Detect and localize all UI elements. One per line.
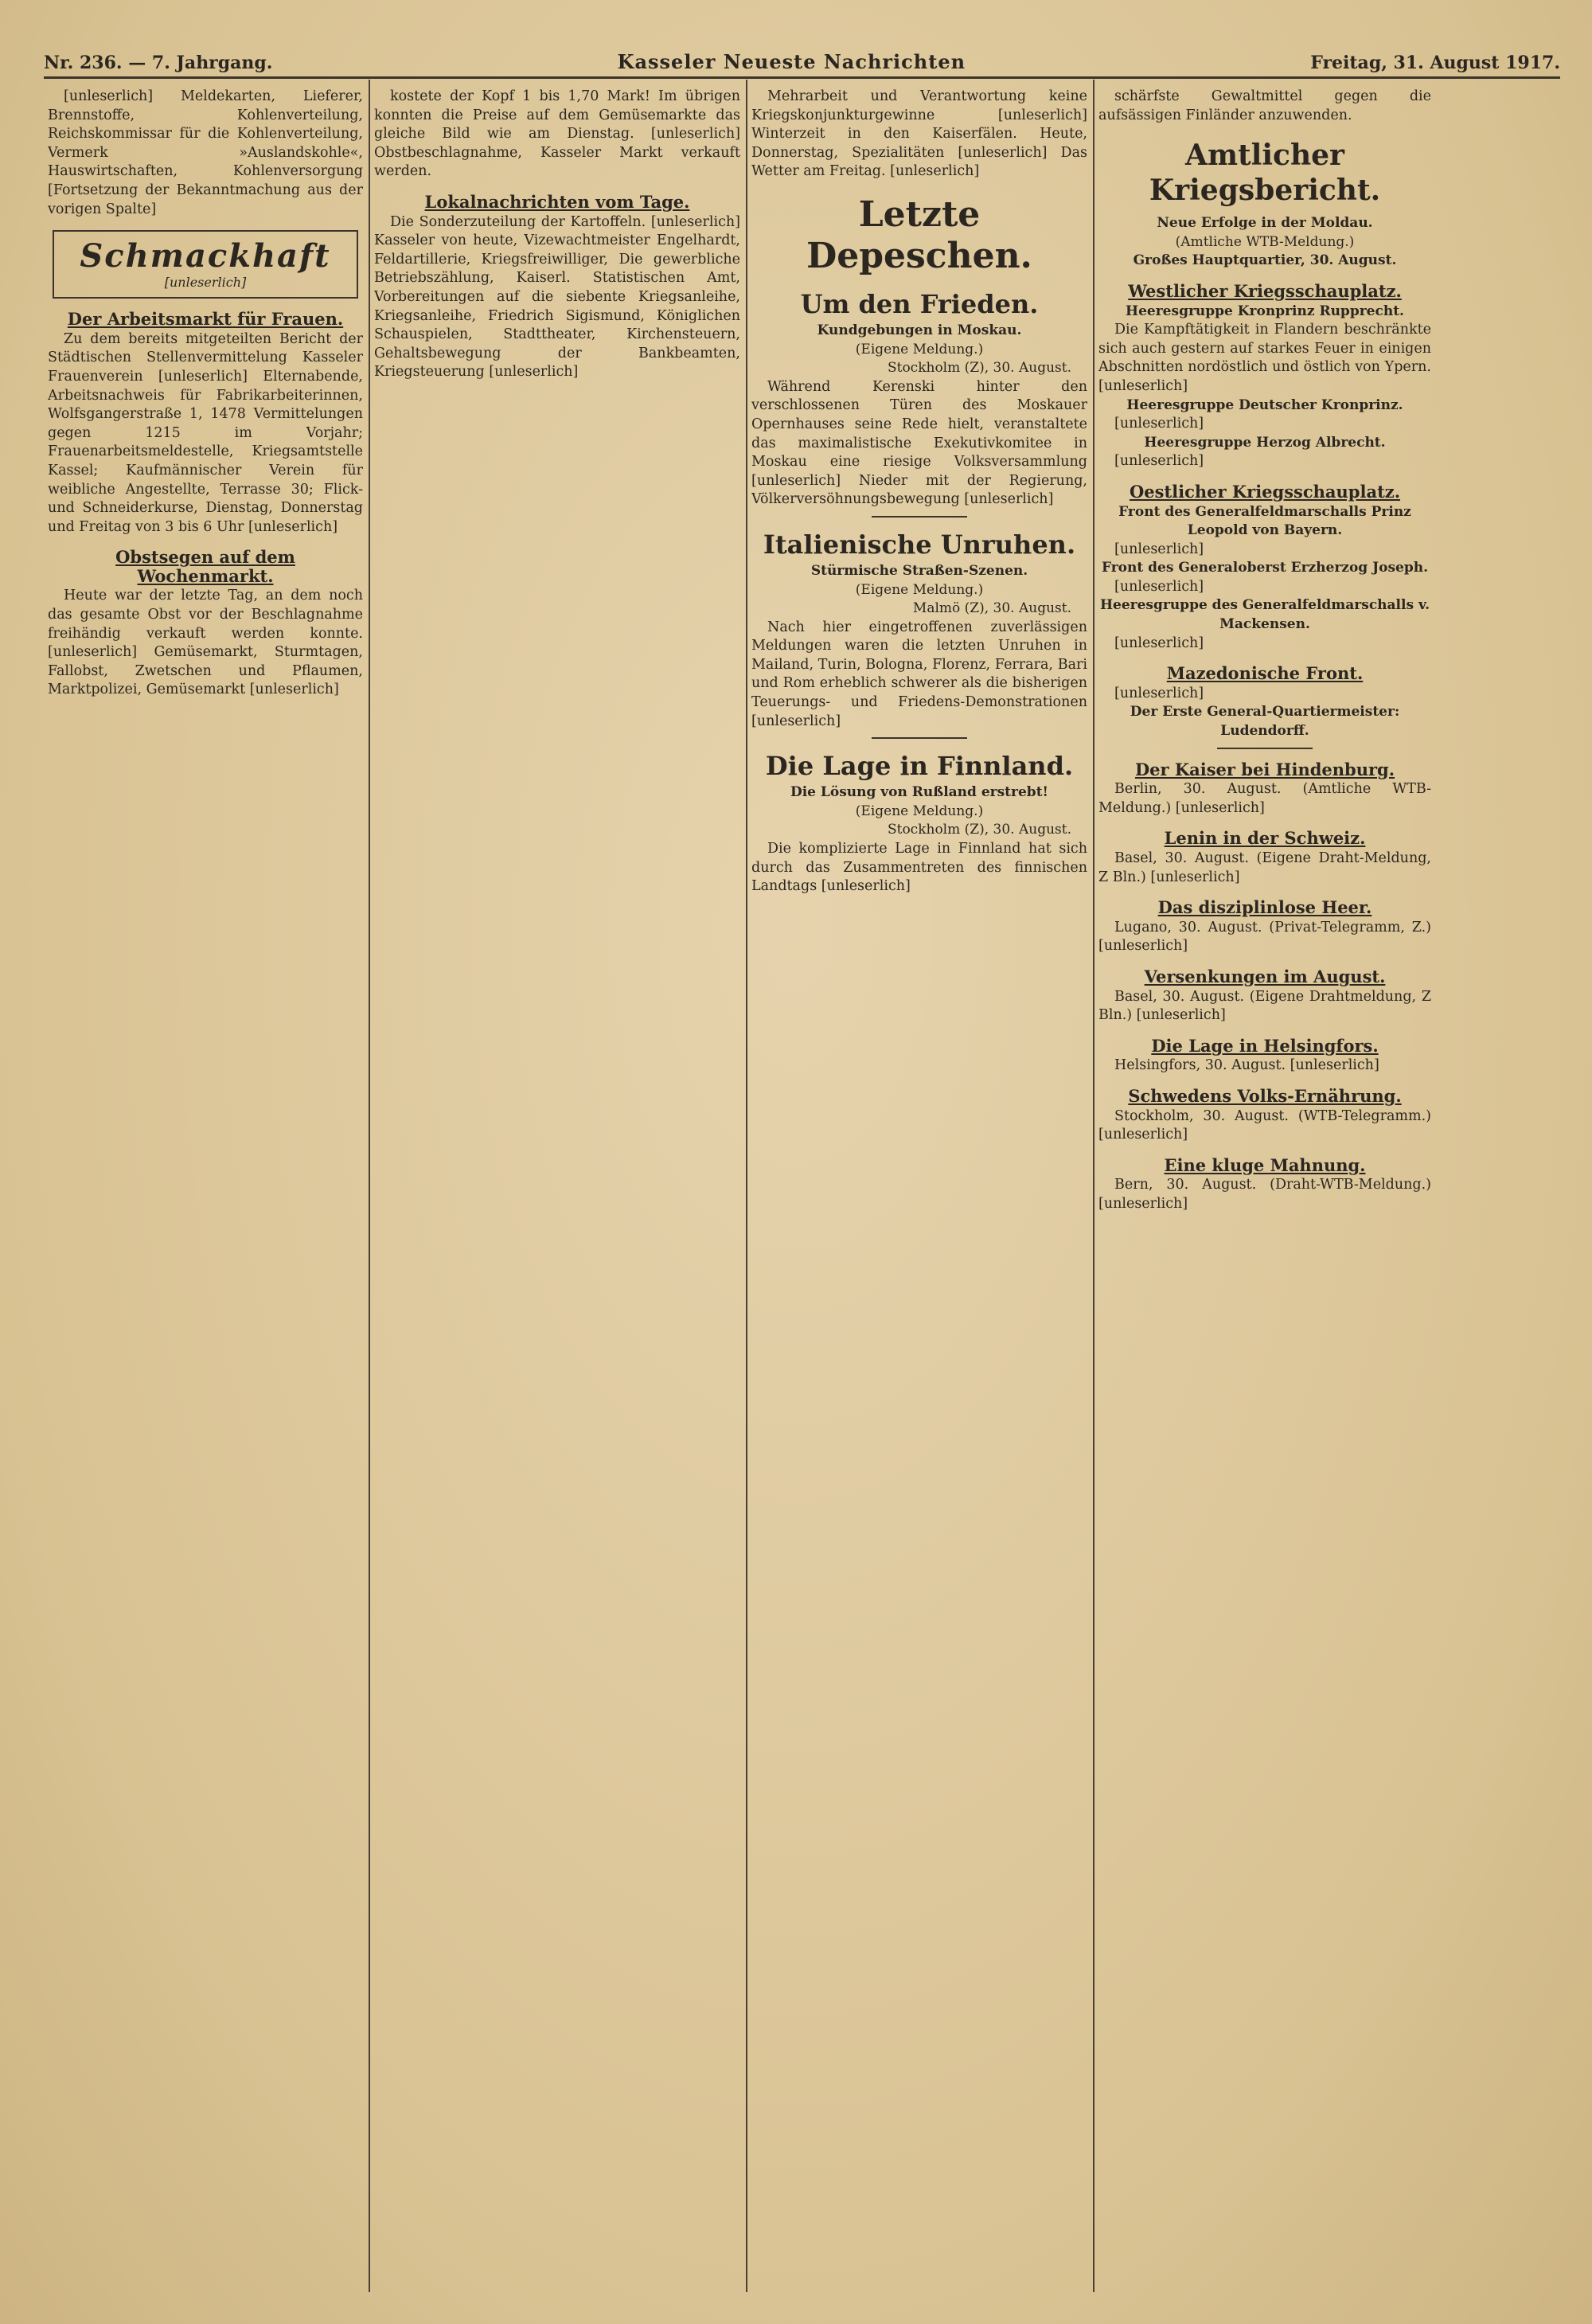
lead-paragraph: kostete der Kopf 1 bis 1,70 Mark! Im übrigen konnten die Preise auf dem Gemüsemarkte das gleiche Bild wie am Dienstag. [unleserlich] Obstbeschlagnahme, Kasseler Markt verkauft werden. xyxy=(374,88,740,180)
column-2 xyxy=(374,88,740,2296)
article-title: Lokalnachrichten vom Tage. xyxy=(424,191,690,212)
news-title: Der Kaiser bei Hindenburg. xyxy=(1134,759,1395,779)
page-header xyxy=(44,41,1560,79)
news-title: Die Lage in Helsingfors. xyxy=(1151,1035,1379,1056)
column-rule xyxy=(1093,80,1094,2292)
news-body: Stockholm, 30. August. (WTB-Telegramm.) [unleserlich] xyxy=(1098,1107,1431,1143)
article-source: (Eigene Meldung.) xyxy=(855,581,984,598)
report-text: [unleserlich] xyxy=(1114,635,1204,651)
news-title: Lenin in der Schweiz. xyxy=(1164,828,1366,849)
article-body: Während Kerenski hinter den verschlossenen Türen des Moskauer Opernhauses seine Rede hielt, veranstaltete das maximalistische Exekutivkomitee in Moskau eine riesige Volksversammlung [unleserlich] Nieder mit der Regierung, Völkerversöhnungsbewegung [unleserlich] xyxy=(751,378,1087,508)
advertisement-box xyxy=(53,230,358,299)
article-subtitle: Stürmische Straßen-Szenen. xyxy=(810,562,1028,579)
article-source: (Eigene Meldung.) xyxy=(855,341,984,357)
lead-paragraph: [unleserlich] Meldekarten, Lieferer, Brennstoffe, Kohlenverteilung, Reichskommissar für die Kohlenverteilung, Vermerk »Auslandskohle«, Hauswirtschaften, Kohlenversorgung [Fortsetzung der Bekanntmachung aus der vorigen Spalte] xyxy=(48,88,363,217)
army-group: Heeresgruppe Deutscher Kronprinz. xyxy=(1126,396,1403,413)
news-body: Helsingfors, 30. August. [unleserlich] xyxy=(1114,1057,1379,1074)
news-body: Lugano, 30. August. (Privat-Telegramm, Z.) [unleserlich] xyxy=(1098,919,1431,955)
article-subtitle: Die Lösung von Rußland erstrebt! xyxy=(790,784,1049,801)
section-heading: Amtlicher Kriegsbericht. xyxy=(1149,139,1381,208)
report-text: Die Kampftätigkeit in Flandern beschränkte sich auch gestern auf starkes Feuer in einigen Abschnitten nordöstlich und östlich von Ypern. [unleserlich] xyxy=(1098,322,1431,394)
report-text: [unleserlich] xyxy=(1114,685,1204,701)
news-title: Schwedens Volks-Ernährung. xyxy=(1128,1085,1402,1106)
column-rule xyxy=(746,80,747,2292)
column-4 xyxy=(1098,88,1431,2296)
article-body: Zu dem bereits mitgeteilten Bericht der Städtischen Stellenvermittelung Kasseler Frauenverein [unleserlich] Elternabende, Arbeitsnachweis für Fabrikarbeiterinnen, Wolfsgangerstraße 1, 1478 Vermittelungen gegen 1215 im Vorjahr; Frauenarbeitsmeldestelle, Kriegsamtstelle Kassel; Kaufmännischer Verein für weibliche Angestellte, Terrasse 30; Flick- und Schneiderkurse, Dienstag, Donnerstag und Freitag von 3 bis 6 Uhr [unleserlich] xyxy=(48,330,363,535)
army-group: Heeresgruppe des Generalfeldmarschalls v. Mackensen. xyxy=(1099,597,1430,633)
news-title: Das disziplinlose Heer. xyxy=(1157,897,1372,918)
article-dateline: Stockholm (Z), 30. August. xyxy=(887,822,1071,838)
army-group: Front des Generaloberst Erzherzog Joseph. xyxy=(1101,560,1429,576)
ad-body: [unleserlich] xyxy=(164,275,247,291)
article-source: (Eigene Meldung.) xyxy=(855,803,984,819)
column-rule xyxy=(369,80,370,2292)
news-body: Basel, 30. August. (Eigene Draht-Meldung, Z Bln.) [unleserlich] xyxy=(1098,850,1431,885)
article-title: Italienische Unruhen. xyxy=(763,529,1076,560)
issue-date: Freitag, 31. August 1917. xyxy=(1310,53,1560,73)
report-source: (Amtliche WTB-Meldung.) xyxy=(1175,233,1355,250)
news-title: Versenkungen im August. xyxy=(1144,966,1386,986)
front-title: Mazedonische Front. xyxy=(1166,663,1364,684)
divider xyxy=(1217,748,1313,749)
army-group: Front des Generalfeldmarschalls Prinz Leopold von Bayern. xyxy=(1118,503,1411,539)
article-dateline: Malmö (Z), 30. August. xyxy=(912,600,1071,617)
article-subtitle: Kundgebungen in Moskau. xyxy=(817,322,1022,338)
issue-number: Nr. 236. — 7. Jahrgang. xyxy=(44,53,273,73)
article-body: Heute war der letzte Tag, an dem noch das gesamte Obst vor der Beschlagnahme freihändig verkauft werden konnte. [unleserlich] Gemüsemarkt, Sturmtagen, Fallobst, Zwetschen und Pflaumen, Marktpolizei, Gemüsemarkt [unleserlich] xyxy=(48,588,363,698)
article-dateline: Stockholm (Z), 30. August. xyxy=(887,360,1071,377)
article-title: Der Arbeitsmarkt für Frauen. xyxy=(67,309,344,330)
divider xyxy=(872,737,967,739)
front-title: Oestlicher Kriegsschauplatz. xyxy=(1129,481,1401,502)
article-title: Obstsegen auf dem Wochenmarkt. xyxy=(115,547,295,586)
news-body: Basel, 30. August. (Eigene Drahtmeldung, Z Bln.) [unleserlich] xyxy=(1098,988,1431,1024)
signature-name: Ludendorff. xyxy=(1220,723,1309,740)
report-text: [unleserlich] xyxy=(1114,453,1204,470)
army-group: Heeresgruppe Herzog Albrecht. xyxy=(1144,434,1386,451)
masthead: Kasseler Neueste Nachrichten xyxy=(617,50,966,73)
army-group: Heeresgruppe Kronprinz Rupprecht. xyxy=(1126,303,1404,319)
lead-paragraph: Mehrarbeit und Verantwortung keine Kriegskonjunkturgewinne [unleserlich] Winterzeit in den Kaiserfälen. Heute, Donnerstag, Spezialitäten [unleserlich] Das Wetter am Freitag. [unleserlich] xyxy=(751,88,1087,180)
article-body: Die Sonderzuteilung der Kartoffeln. [unleserlich] Kasseler von heute, Vizewachtmeister Engelhardt, Feldartillerie, Kriegsfreiwilliger, Die gewerbliche Betriebszählung, Kaiserl. Statistischen Amt, Vorbereitungen auf die siebente Kriegsanleihe, Kriegsanleihe, Friedrich Sigismund, Königlichen Schauspielen, Stadttheater, Kirchensteuern, Gehaltsbewegung der Bankbeamten, Kriegsteuerung [unleserlich] xyxy=(374,213,740,381)
news-body: Bern, 30. August. (Draht-WTB-Meldung.) [unleserlich] xyxy=(1098,1177,1431,1212)
signature: Der Erste General-Quartiermeister: xyxy=(1130,704,1400,721)
report-text: [unleserlich] xyxy=(1114,541,1204,557)
news-title: Eine kluge Mahnung. xyxy=(1164,1154,1366,1175)
section-heading: Letzte Depeschen. xyxy=(806,193,1032,276)
column-1 xyxy=(48,88,363,2296)
article-body: Die komplizierte Lage in Finnland hat sich durch das Zusammentreten des finnischen Landtags [unleserlich] xyxy=(751,841,1087,895)
column-3 xyxy=(751,88,1087,2296)
front-title: Westlicher Kriegsschauplatz. xyxy=(1128,280,1402,301)
report-subtitle: Neue Erfolge in der Moldau. xyxy=(1157,215,1373,232)
report-hq: Großes Hauptquartier, 30. August. xyxy=(1133,252,1397,269)
article-title: Die Lage in Finnland. xyxy=(765,751,1074,782)
report-text: [unleserlich] xyxy=(1114,416,1204,432)
report-text: [unleserlich] xyxy=(1114,578,1204,595)
divider xyxy=(872,516,967,518)
lead-paragraph: schärfste Gewaltmittel gegen die aufsässigen Finländer anzuwenden. xyxy=(1098,88,1431,123)
ad-title: Schmackhaft xyxy=(80,237,331,275)
news-body: Berlin, 30. August. (Amtliche WTB-Meldung.) [unleserlich] xyxy=(1098,781,1431,816)
article-body: Nach hier eingetroffenen zuverlässigen Meldungen waren die letzten Unruhen in Mailand, Turin, Bologna, Florenz, Ferrara, Bari und Rom erheblich schwerer als die bisherigen Teuerungs- und Friedens-Demonstrationen [unleserlich] xyxy=(751,619,1087,729)
article-title: Um den Frieden. xyxy=(800,288,1039,319)
